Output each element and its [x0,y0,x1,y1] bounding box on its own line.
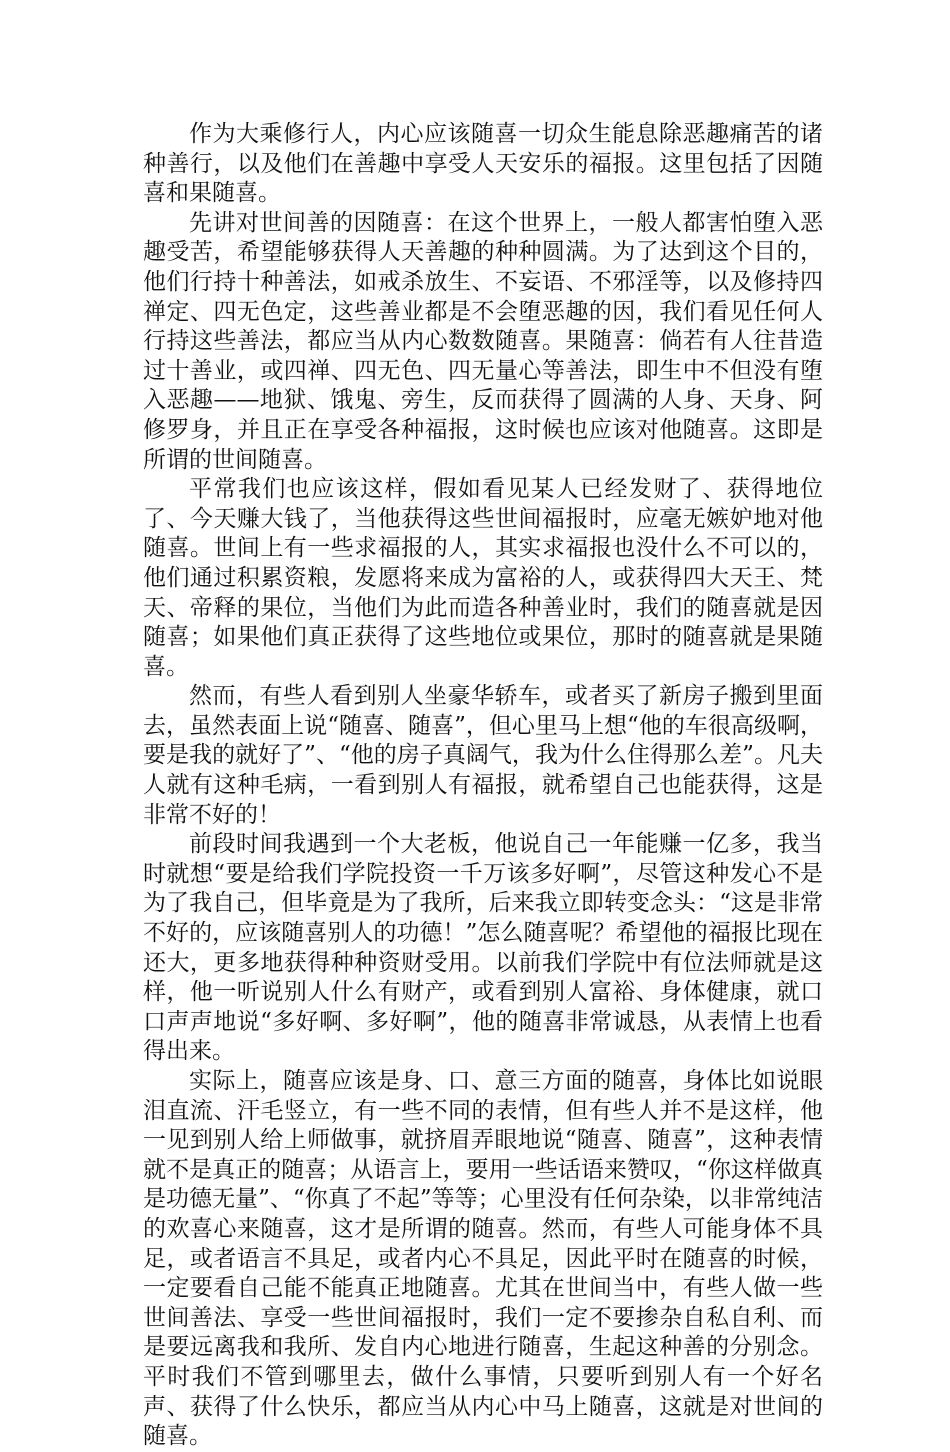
paragraph-6: 实际上，随喜应该是身、口、意三方面的随喜，身体比如说眼泪直流、汗毛竖立，有一些不同的表情，但有些人并不是这样，他一见到别人给上师做事，就挤眉弄眼地说“随喜、随喜”，这种表情就不是真正的随喜；从语言上，要用一些话语来赞叹，“你这样做真是功德无量”、“你真了不起”等等；心里没有任何杂染，以非常纯洁的欢喜心来随喜，这才是所谓的随喜。然而，有些人可能身体不具足，或者语言不具足，或者内心不具足，因此平时在随喜的时候，一定要看自己能不能真正地随喜。尤其在世间当中，有些人做一些世间善法、享受一些世间福报时，我们一定不要掺杂自私自利、而是要远离我和我所、发自内心地进行随喜，生起这种善的分别念。平时我们不管到哪里去，做什么事情，只要听到别人有一个好名声、获得了什么快乐，都应当从内心中马上随喜，这就是对世间的随喜。 [143,1068,823,1450]
document-body [143,120,823,1452]
paragraph-3: 平常我们也应该这样，假如看见某人已经发财了、获得地位了、今天赚大钱了，当他获得这些世间福报时，应毫无嫉妒地对他随喜。世间上有一些求福报的人，其实求福报也没什么不可以的，他们通过积累资粮，发愿将来成为富裕的人，或获得四大天王、梵天、帝释的果位，当他们为此而造各种善业时，我们的随喜就是因随喜；如果他们真正获得了这些地位或果位，那时的随喜就是果随喜。 [143,476,823,680]
paragraph-2: 先讲对世间善的因随喜：在这个世界上，一般人都害怕堕入恶趣受苦，希望能够获得人天善趣的种种圆满。为了达到这个目的，他们行持十种善法，如戒杀放生、不妄语、不邪淫等，以及修持四禅定、四无色定，这些善业都是不会堕恶趣的因，我们看见任何人行持这些善法，都应当从内心数数随喜。果随喜：倘若有人往昔造过十善业，或四禅、四无色、四无量心等善法，即生中不但没有堕入恶趣——地狱、饿鬼、旁生，反而获得了圆满的人身、天身、阿修罗身，并且正在享受各种福报，这时候也应该对他随喜。这即是所谓的世间随喜。 [143,209,823,473]
paragraph-5: 前段时间我遇到一个大老板，他说自己一年能赚一亿多，我当时就想“要是给我们学院投资一千万该多好啊”，尽管这种发心不是为了我自己，但毕竟是为了我所，后来我立即转变念头：“这是非常不好的，应该随喜别人的功德！”怎么随喜呢？希望他的福报比现在还大，更多地获得种种资财受用。以前我们学院中有位法师就是这样，他一听说别人什么有财产，或看到别人富裕、身体健康，就口口声声地说“多好啊、多好啊”，他的随喜非常诚恳，从表情上也看得出来。 [143,831,823,1065]
paragraph-4: 然而，有些人看到别人坐豪华轿车，或者买了新房子搬到里面去，虽然表面上说“随喜、随喜”，但心里马上想“他的车很高级啊，要是我的就好了”、“他的房子真阔气，我为什么住得那么差”。凡夫人就有这种毛病，一看到别人有福报，就希望自己也能获得，这是非常不好的！ [143,683,823,828]
paragraph-1: 作为大乘修行人，内心应该随喜一切众生能息除恶趣痛苦的诸种善行，以及他们在善趣中享受人天安乐的福报。这里包括了因随喜和果随喜。 [143,121,823,207]
